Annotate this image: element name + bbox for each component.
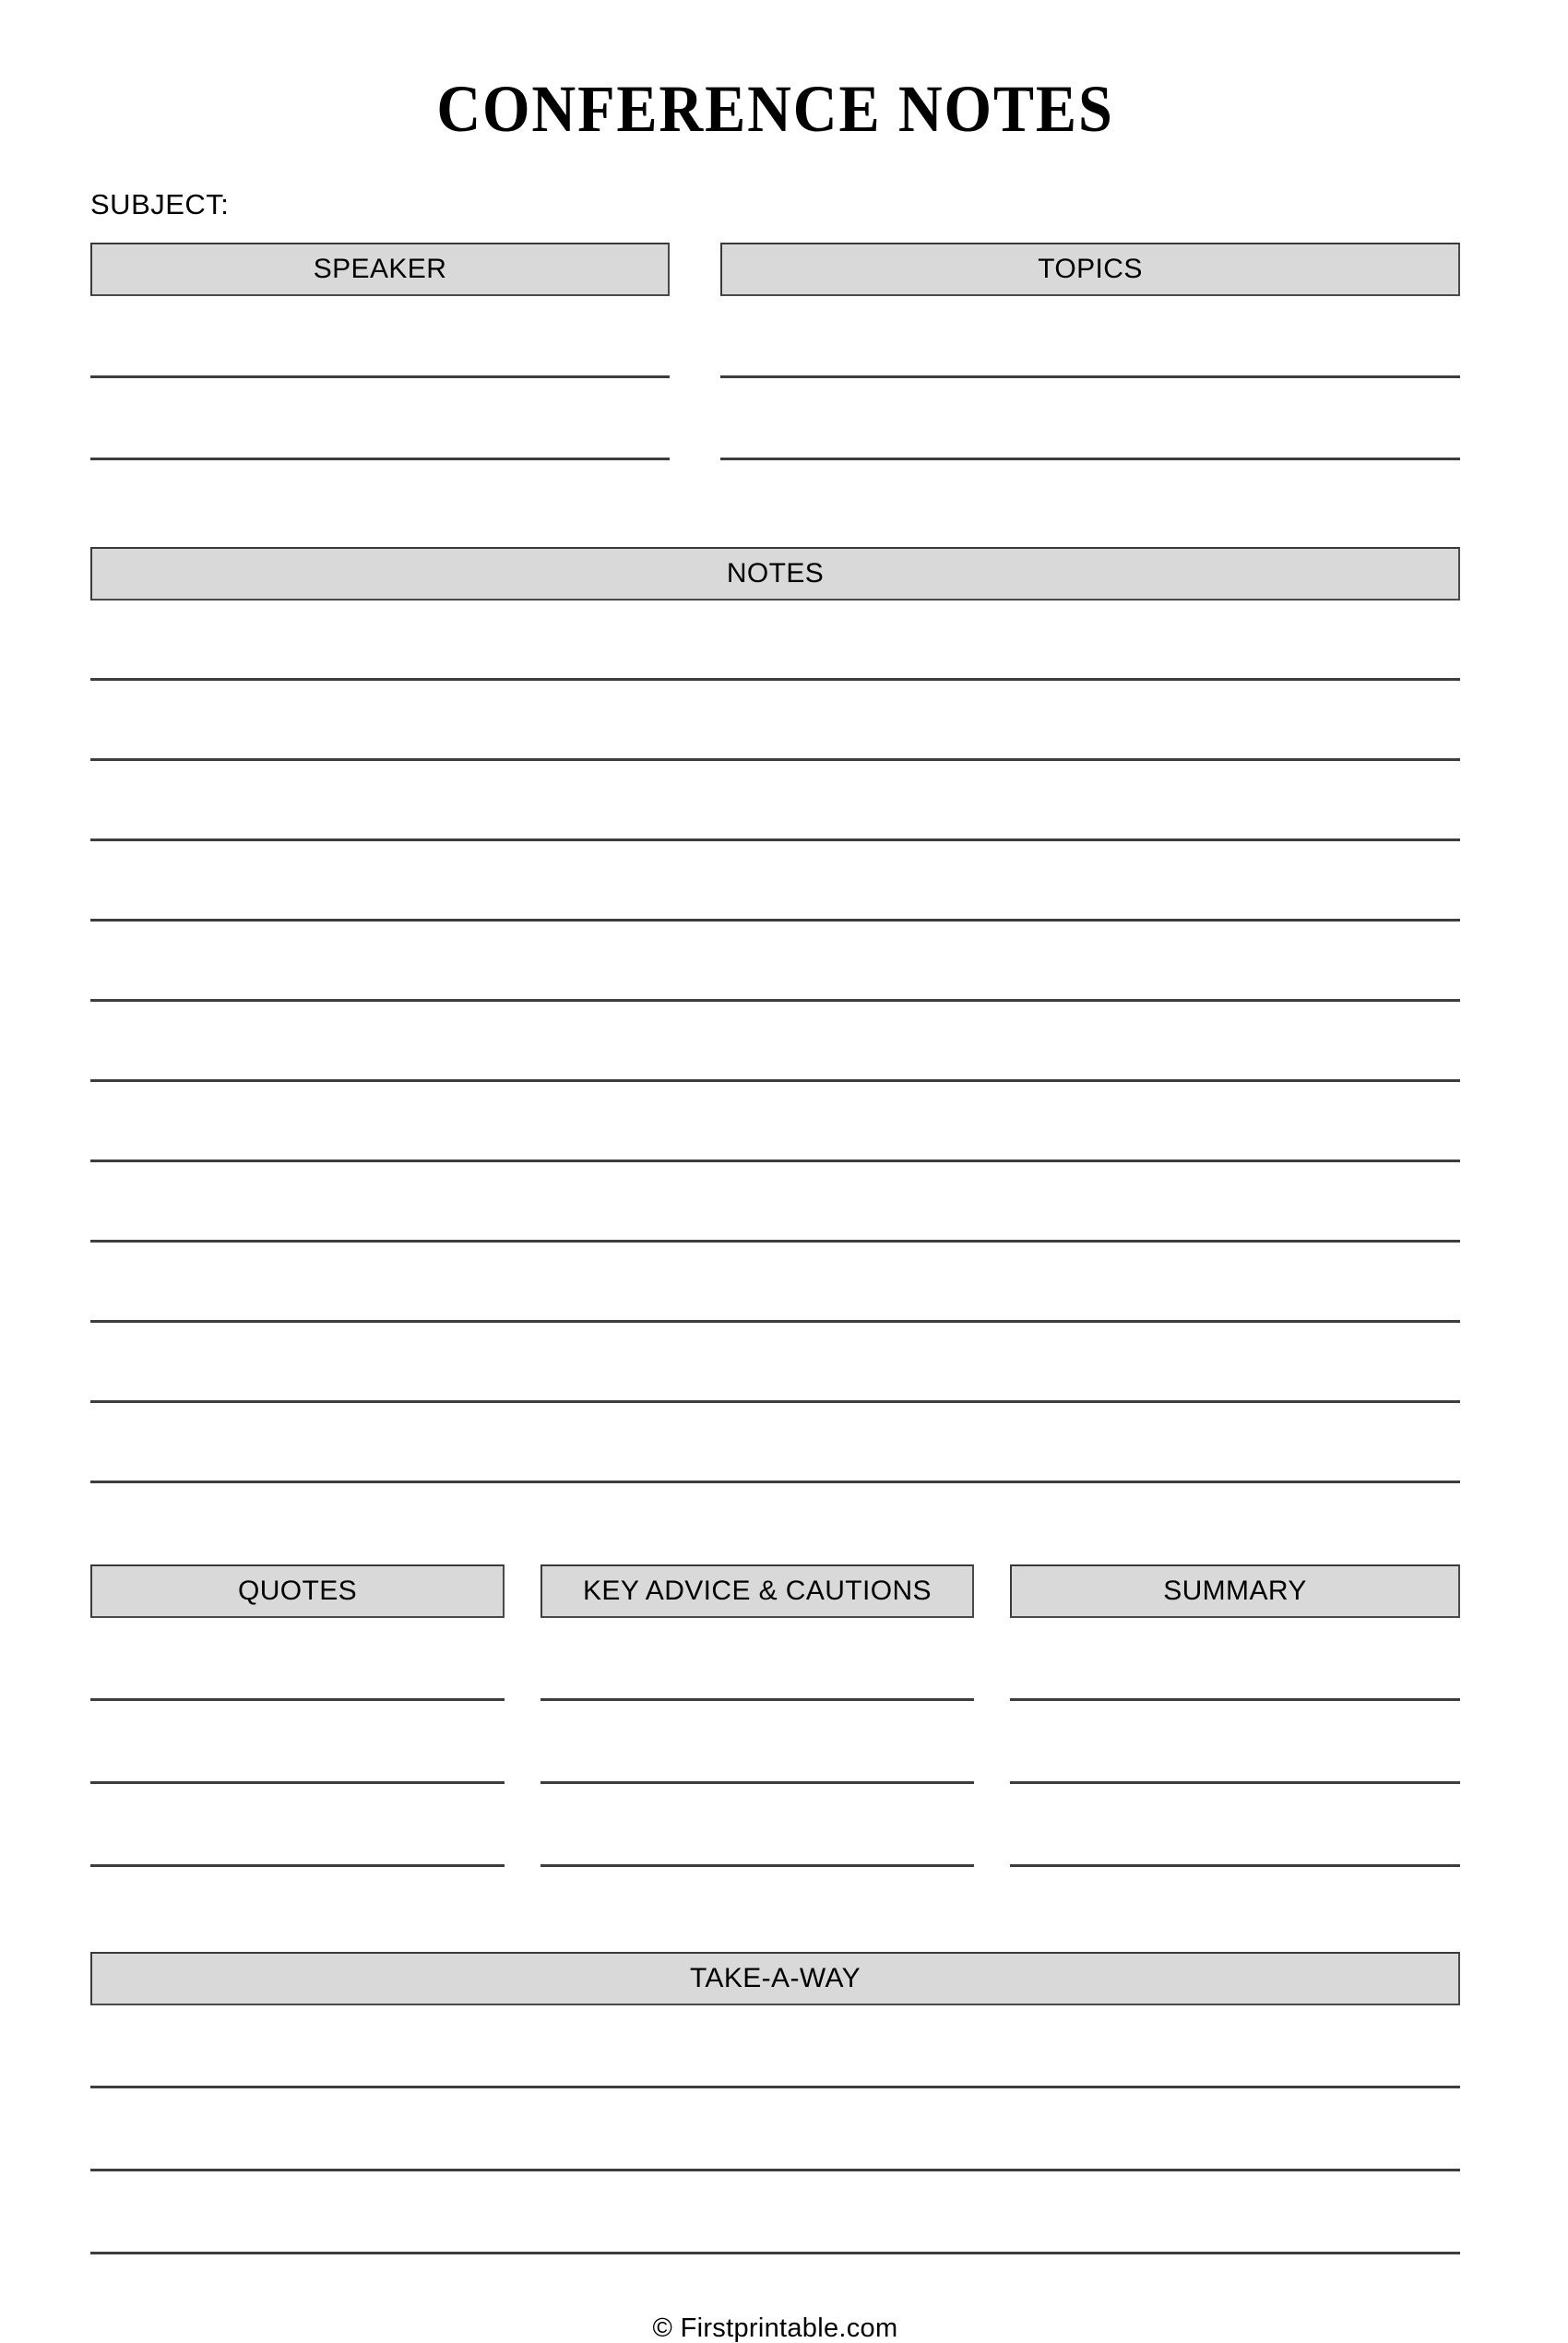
summary-header-bar [1010, 1564, 1460, 1618]
rule-gap [90, 681, 1460, 758]
rule-line[interactable] [90, 1864, 505, 1867]
rule-line[interactable] [90, 458, 670, 460]
speaker-section [90, 243, 670, 460]
rule-gap [90, 761, 1460, 838]
notes-header-bar [90, 547, 1460, 601]
takeaway-section [90, 1952, 1460, 2254]
speaker-header-bar [90, 243, 670, 296]
rule-gap [90, 1002, 1460, 1079]
rule-gap [720, 296, 1460, 375]
rule-gap [90, 922, 1460, 999]
summary-header-label: SUMMARY [1163, 1576, 1307, 1606]
rule-gap [90, 841, 1460, 919]
rule-gap [90, 1403, 1460, 1481]
rule-gap [90, 1323, 1460, 1400]
topics-header-bar [720, 243, 1460, 296]
rule-gap [90, 1162, 1460, 1240]
rule-gap [90, 1701, 505, 1781]
column-gap [974, 1564, 1010, 1867]
subject-label: SUBJECT: [90, 188, 230, 220]
quotes-advice-summary-row [90, 1564, 1460, 1867]
rule-line[interactable] [540, 1864, 974, 1867]
rule-gap [90, 378, 670, 458]
quotes-header-bar [90, 1564, 505, 1618]
rule-gap [90, 1082, 1460, 1160]
footer-credit: © Firstprintable.com [652, 2313, 898, 2343]
rule-gap [90, 2171, 1460, 2252]
speaker-write-area[interactable] [90, 296, 670, 460]
takeaway-write-area[interactable] [90, 2005, 1460, 2254]
rule-gap [90, 1784, 505, 1864]
rule-gap [90, 1618, 505, 1698]
rule-gap [540, 1618, 974, 1698]
rule-line[interactable] [720, 458, 1460, 460]
rule-gap [90, 2088, 1460, 2169]
key-advice-header-bar [540, 1564, 974, 1618]
notes-header-label: NOTES [726, 558, 825, 589]
topics-section [720, 243, 1460, 460]
key-advice-header-label: KEY ADVICE & CAUTIONS [583, 1576, 932, 1606]
quotes-section [90, 1564, 505, 1867]
rule-gap [540, 1784, 974, 1864]
notes-section [90, 547, 1460, 1483]
summary-section [1010, 1564, 1460, 1867]
quotes-header-label: QUOTES [237, 1576, 358, 1606]
rule-gap [540, 1701, 974, 1781]
rule-gap [720, 378, 1460, 458]
quotes-write-area[interactable] [90, 1618, 505, 1867]
page-content-area [90, 0, 1460, 2343]
notes-write-area[interactable] [90, 601, 1460, 1483]
topics-write-area[interactable] [720, 296, 1460, 460]
rule-gap [90, 1243, 1460, 1320]
key-advice-write-area[interactable] [540, 1618, 974, 1867]
rule-gap [1010, 1701, 1460, 1781]
rule-gap [1010, 1618, 1460, 1698]
rule-line[interactable] [1010, 1864, 1460, 1867]
speaker-topics-row [90, 243, 1460, 460]
page-title: CONFERENCE NOTES [436, 72, 1114, 146]
takeaway-header-label: TAKE-A-WAY [689, 1963, 861, 1993]
rule-gap [90, 296, 670, 375]
summary-write-area[interactable] [1010, 1618, 1460, 1867]
topics-header-label: TOPICS [1038, 254, 1143, 284]
rule-line[interactable] [90, 2252, 1460, 2254]
rule-line[interactable] [90, 1481, 1460, 1483]
rule-gap [90, 601, 1460, 678]
speaker-header-label: SPEAKER [313, 254, 447, 284]
column-gap [505, 1564, 540, 1867]
takeaway-header-bar [90, 1952, 1460, 2005]
column-gap [670, 243, 720, 460]
key-advice-section [540, 1564, 974, 1867]
rule-gap [90, 2005, 1460, 2086]
rule-gap [1010, 1784, 1460, 1864]
